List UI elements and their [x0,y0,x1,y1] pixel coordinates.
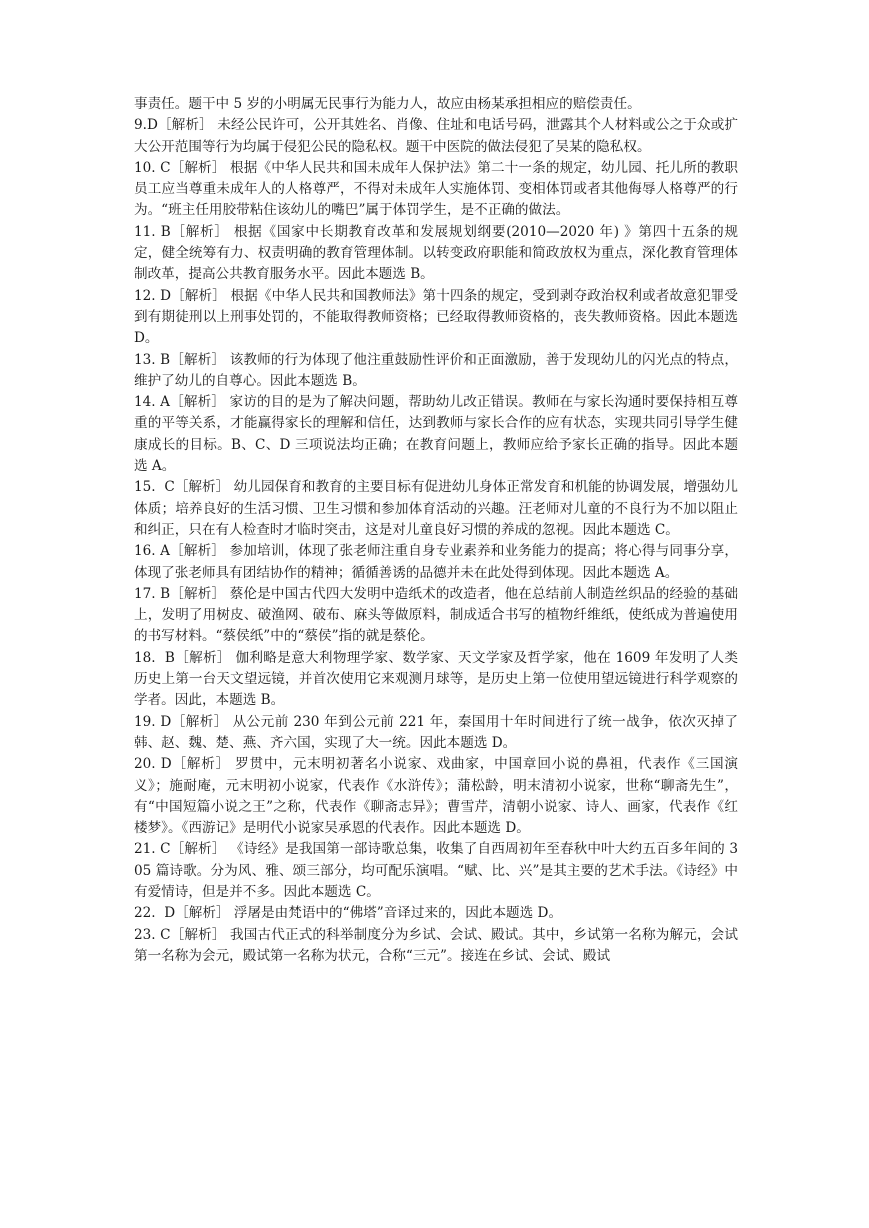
analysis-tag: ［解析］ [170,287,226,304]
analysis-text: 《诗经》是我国第一部诗歌总集，收集了自西周初年至春秋中叶大约五百多年间的 305 篇诗歌。分为风、雅、颂三部分，均可配乐演唱。“赋、比、兴”是其主要的艺术手法。《诗经》中有爱情诗，但是并不多。因此本题选 C。 [134,841,738,900]
analysis-text: 该教师的行为体现了他注重鼓励性评价和正面激励，善于发现幼儿的闪光点的特点，维护了幼儿的自尊心。因此本题选 B。 [134,351,739,389]
question-number: 20. [134,756,156,773]
answer-choice: A [155,543,170,560]
analysis-text: 根据《国家中长期教育改革和发展规划纲要(2010—2020 年) 》第四十五条的规定，健全统筹有力、权责明确的教育管理体制。以转变政府职能和简政放权为重点，深化教育管理体制改革，提高公共教育服务水平。因此本题选 B。 [134,223,739,283]
answer-choice: B [155,649,175,666]
answer-choice: B [155,223,171,240]
analysis-text: 参加培训，体现了张老师注重自身专业素养和业务能力的提高；将心得与同事分享，体现了张老师具有团结协作的精神；循循善诱的品德并未在此处得到体现。因此本题选 A。 [134,543,738,581]
analysis-text: 伽利略是意大利物理学家、数学家、天文学家及哲学家，他在 1609 年发明了人类历史上第一台天文望远镜，并首次使用它来观测月球等，是历史上第一位使用望远镜进行科学观察的学者。因此，本题选 B。 [134,649,738,709]
answer-explanations [134,94,738,967]
answer-choice: C [155,479,175,496]
analysis-tag: ［解析］ [170,585,226,602]
question-number: 16. [134,543,156,560]
answer-choice: A [155,394,170,411]
question-number: 21. [134,841,156,858]
question-number: 17. [134,585,156,602]
answer-choice: C [155,841,171,858]
analysis-text: 根据《中华人民共和国教师法》第十四条的规定，受到剥夺政治权利或者故意犯罪受到有期徒刑以上刑事处罚的，不能取得教师资格；已经取得教师资格的，丧失教师资格。因此本题选 D。 [134,287,738,347]
analysis-tag: ［解析］ [169,543,226,560]
question-number: 14. [134,394,156,411]
analysis-text: 未经公民许可，公开其姓名、肖像、住址和电话号码，泄露其个人材料或公之于众或扩大公开范围等行为均属于侵犯公民的隐私权。题干中医院的做法侵犯了吴某的隐私权。 [134,117,739,155]
answer-choice: B [155,585,171,602]
answer-item-21 [134,839,738,903]
analysis-tag: ［解析］ [170,351,226,368]
answer-item-16 [134,541,738,584]
answer-item-13 [134,350,738,393]
analysis-tag: ［解析］ [169,394,226,411]
question-number: 18. [134,649,156,666]
answer-choice: B [155,351,171,368]
answer-item-22 [134,903,738,924]
analysis-tag: ［解析］ [170,223,229,240]
question-number: 22. [134,905,156,922]
answer-item-15 [134,477,738,541]
answer-choice: D [146,117,158,134]
analysis-text: 幼儿园保育和教育的主要目标有促进幼儿身体正常发育和机能的协调发展，增强幼儿体质；培养良好的生活习惯、卫生习惯和参加体育活动的兴趣。汪老师对儿童的不良行为不加以阻止和纠正，只在有人检查时才临时突击，这是对儿童良好习惯的养成的忽视。因此本题选 C。 [134,479,739,538]
analysis-text: 浮屠是由梵语中的“佛塔”音译过来的，因此本题选 D。 [229,905,563,922]
question-number: 23. [134,926,156,943]
question-number: 10. [134,159,156,176]
question-number: 12. [134,287,156,304]
analysis-tag: ［解析］ [175,905,230,922]
paragraph-text: 事责任。题干中 5 岁的小明属无民事行为能力人，故应由杨某承担相应的赔偿责任。 [134,96,641,112]
answer-choice: D [155,287,171,304]
analysis-text: 罗贯中，元末明初著名小说家、戏曲家，中国章回小说的鼻祖，代表作《三国演义》；施耐庵，元末明初小说家，代表作《水浒传》；蒲松龄，明末清初小说家，世称“聊斋先生”，有“中国短篇小说之王”之称，代表作《聊斋志异》；曹雪芹，清朝小说家、诗人、画家，代表作《红楼梦》。《西游记》是明代小说家吴承恩的代表作。因此本题选 D。 [134,756,738,837]
analysis-text: 我国古代正式的科举制度分为乡试、会试、殿试。其中，乡试第一名称为解元，会试第一名称为会元，殿试第一名称为状元，合称“三元”。接连在乡试、会试、殿试 [134,926,739,964]
analysis-tag: ［解析］ [174,479,230,496]
analysis-text: 家访的目的是为了解决问题，帮助幼儿改正错误。教师在与家长沟通时要保持相互尊重的平等关系，才能赢得家长的理解和信任，达到教师与家长合作的应有状态，实现共同引导学生健康成长的目标。B、C、D 三项说法均正确；在教育问题上，教师应给予家长正确的指导。因此本题选 A。 [134,394,738,475]
answer-item-11 [134,222,738,286]
analysis-tag: ［解析］ [171,713,228,730]
answer-item-23 [134,925,738,968]
paragraph-continuation [134,94,738,115]
answer-item-14 [134,392,738,477]
answer-item-18 [134,648,738,712]
analysis-text: 从公元前 230 年到公元前 221 年，秦国用十年时间进行了统一战争，依次灭掉了韩、赵、魏、楚、燕、齐六国，实现了大一统。因此本题选 D。 [134,713,738,751]
question-number: 9. [134,117,147,134]
question-number: 15. [134,479,156,496]
answer-choice: D [155,756,172,773]
answer-item-20 [134,754,738,839]
analysis-tag: ［解析］ [174,649,231,666]
answer-choice: C [155,159,171,176]
answer-item-17 [134,584,738,648]
answer-choice: D [155,905,176,922]
answer-choice: D [155,713,172,730]
answer-item-19 [134,712,738,755]
analysis-text: 根据《中华人民共和国未成年人保护法》第二十一条的规定，幼儿园、托儿所的教职员工应当尊重未成年人的人格尊严，不得对未成年人实施体罚、变相体罚或者其他侮辱人格尊严的行为。“班主任用胶带粘住该幼儿的嘴巴”属于体罚学生，是不正确的做法。 [134,159,739,219]
answer-item-10 [134,158,738,222]
analysis-tag: ［解析］ [157,117,213,134]
analysis-text: 蔡伦是中国古代四大发明中造纸术的改造者，他在总结前人制造丝织品的经验的基础上，发明了用树皮、破渔网、破布、麻头等做原料，制成适合书写的植物纤维纸，使纸成为普遍使用的书写材料。“蔡侯纸”中的“蔡侯”指的就是蔡伦。 [134,585,739,645]
question-number: 13. [134,351,156,368]
analysis-tag: ［解析］ [170,926,226,943]
answer-choice: C [155,926,171,943]
analysis-tag: ［解析］ [170,159,226,176]
question-number: 11. [134,223,156,240]
analysis-tag: ［解析］ [171,756,231,773]
answer-item-12 [134,286,738,350]
question-number: 19. [134,713,156,730]
answer-item-9 [134,115,738,158]
analysis-tag: ［解析］ [170,841,226,858]
